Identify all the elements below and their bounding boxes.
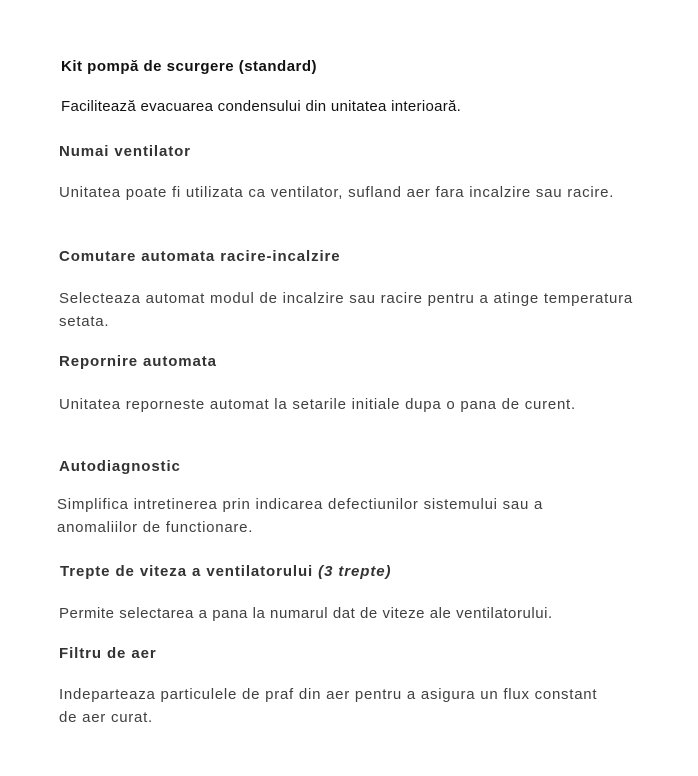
section-title-fan-speeds (60, 563, 391, 580)
section-description-self-diagnosis: Simplifica intretinerea prin indicarea defectiunilor sistemului sau a anomaliilor de functionare. (57, 496, 544, 536)
section-title-air-filter: Filtru de aer (59, 645, 157, 662)
section-title-fan-speeds-note: (3 trepte) (318, 563, 392, 580)
section-description-auto-changeover: Selecteaza automat modul de incalzire sau racire pentru a atinge temperatura setata. (59, 290, 633, 330)
section-title-auto-changeover: Comutare automata racire-incalzire (59, 248, 341, 265)
section-description-fan-speeds: Permite selectarea a pana la numarul dat de viteze ale ventilatorului. (59, 605, 553, 622)
section-title-drain-pump: Kit pompă de scurgere (standard) (61, 58, 318, 75)
section-description-air-filter: Indeparteaza particulele de praf din aer pentru a asigura un flux constant de aer curat. (59, 686, 598, 726)
section-description-fan-only: Unitatea poate fi utilizata ca ventilator, sufland aer fara incalzire sau racire. (59, 184, 615, 201)
section-title-fan-only: Numai ventilator (59, 143, 191, 160)
section-title-self-diagnosis: Autodiagnostic (59, 458, 181, 475)
section-description-auto-restart: Unitatea reporneste automat la setarile initiale dupa o pana de curent. (59, 396, 576, 413)
section-title-auto-restart: Repornire automata (59, 353, 217, 370)
section-description-drain-pump: Facilitează evacuarea condensului din unitatea interioară. (61, 98, 462, 115)
section-title-fan-speeds-text: Trepte de viteza a ventilatorului (60, 563, 319, 580)
